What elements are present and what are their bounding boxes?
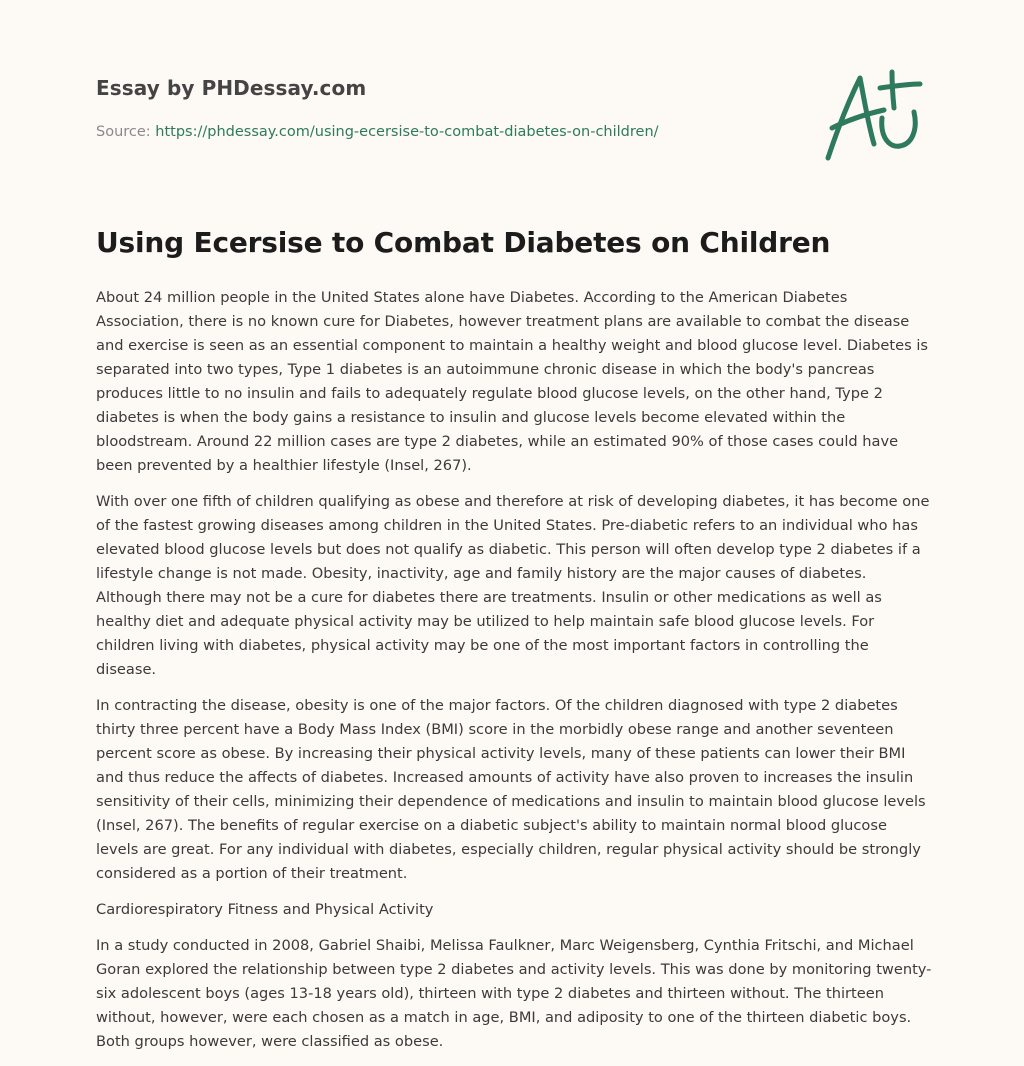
essay-body [96, 286, 932, 1066]
essay-paragraph: With over one fifth of children qualifying as obese and therefore at risk of developing diabetes, it has become one of the fastest growing diseases among children in the United States. Pre-diabetic refers to an individual who has elevated blood glucose levels but does not qualify as diabetic. This person will often develop type 2 diabetes if a lifestyle change is not made. Obesity, inactivity, age and family history are the major causes of diabetes. Although there may not be a cure for diabetes there are treatments. Insulin or other medications as well as healthy diet and adequate physical activity may be utilized to help maintain safe blood glucose levels. For children living with diabetes, physical activity may be one of the most important factors in controlling the disease. [96, 493, 930, 678]
section-heading: Cardiorespiratory Fitness and Physical Activity [96, 901, 434, 918]
essay-title: Using Ecersise to Combat Diabetes on Children [96, 226, 831, 259]
essay-paragraph: About 24 million people in the United States alone have Diabetes. According to the American Diabetes Association, there is no known cure for Diabetes, however treatment plans are available to combat the disease and exercise is seen as an essential component to maintain a healthy weight and blood glucose level. Diabetes is separated into two types, Type 1 diabetes is an autoimmune chronic disease in which the body's pancreas produces little to no insulin and fails to adequately regulate blood glucose levels, on the other hand, Type 2 diabetes is when the body gains a resistance to insulin and glucose levels become elevated within the bloodstream. Around 22 million cases are type 2 diabetes, while an estimated 90% of those cases could have been prevented by a healthier lifestyle (Insel, 267). [96, 289, 928, 474]
essay-paragraph: In a study conducted in 2008, Gabriel Shaibi, Melissa Faulkner, Marc Weigensberg, Cynthia Fritschi, and Michael Goran explored the relationship between type 2 diabetes and activity levels. This was done by monitoring twenty-six adolescent boys (ages 13-18 years old), thirteen with type 2 diabetes and thirteen without. The thirteen without, however, were each chosen as a match in age, BMI, and adiposity to one of the thirteen diabetic boys. Both groups however, were classified as obese. [96, 937, 932, 1050]
essay-paragraph: In contracting the disease, obesity is one of the major factors. Of the children diagnosed with type 2 diabetes thirty three percent have a Body Mass Index (BMI) score in the morbidly obese range and another seventeen percent score as obese. By increasing their physical activity levels, many of these patients can lower their BMI and thus reduce the affects of diabetes. Increased amounts of activity have also proven to increases the insulin sensitivity of their cells, minimizing their dependence of medications and insulin to maintain blood glucose levels (Insel, 267). The benefits of regular exercise on a diabetic subject's ability to maintain normal blood glucose levels are great. For any individual with diabetes, especially children, regular physical activity should be strongly considered as a portion of their treatment. [96, 697, 926, 882]
essay-page [96, 0, 932, 1050]
source-link[interactable]: https://phdessay.com/using-ecersise-to-combat-diabetes-on-children/ [155, 124, 659, 140]
site-brand: Essay by PHDessay.com [96, 76, 367, 100]
source-label: Source: [96, 124, 156, 140]
essay-header [96, 0, 932, 200]
source-line [96, 124, 659, 140]
a-plus-grade-icon [820, 64, 930, 164]
